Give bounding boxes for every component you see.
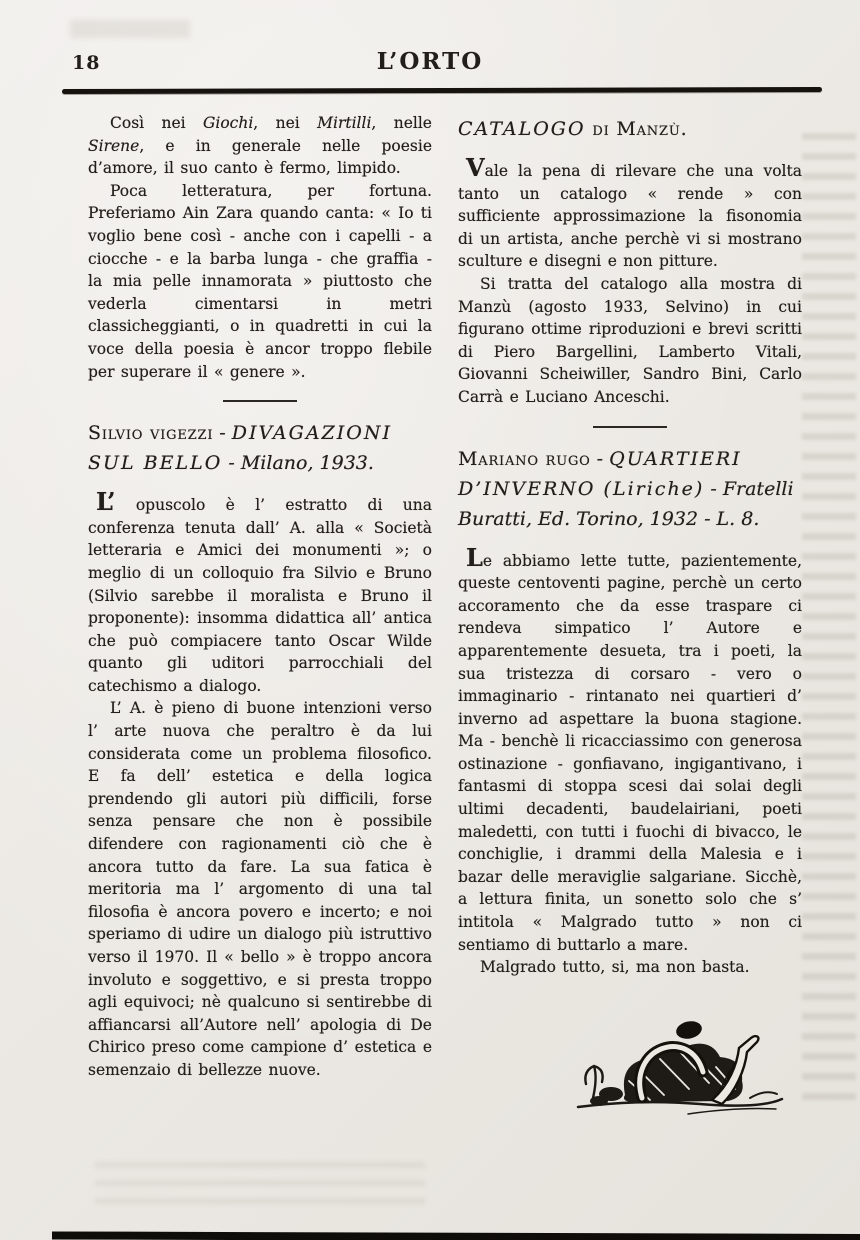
paragraph: Così nei Giochi, nei Mirtilli, nelle Sirene, e in generale nelle poesie d’amore, il suo canto è fermo, limpido. (88, 114, 432, 178)
lead-capital: L (466, 542, 483, 572)
lead-capital: V (466, 153, 485, 182)
left-column (88, 112, 432, 1128)
section-divider (593, 426, 667, 428)
scan-bottom-edge (52, 1231, 860, 1240)
paragraph: Poca letteratura, per fortuna. Preferiamo Ain Zara quando canta: « Io ti voglio bene così - anche con i capelli - a ciocche - e la barba lunga - che graffia - la mia pelle innamorata » piuttosto che vederla cimentarsi in metri classicheggianti, o in quadretti in cui la voce della poesia è ancor troppo flebile per superare il « genere ». (88, 181, 432, 381)
paragraph: Vale la pena di rilevare che una volta tanto un catalogo « rende » con sufficiente approssimazione la fisonomia di un artista, anche perchè vi si mostrano sculture e disegni e non pitture. (458, 153, 802, 271)
two-column-layout (88, 112, 802, 1128)
paragraph: Si tratta del catalogo alla mostra di Manzù (agosto 1933, Selvino) in cui figurano ottime riproduzioni e brevi scritti di Piero Bargellini, Lamberto Vitali, Giovanni Scheiwiller, Sandro Bini, Carlo Carrà e Luciano Anceschi. (458, 274, 802, 406)
garden-vignette-illustration (570, 1009, 790, 1128)
bleed-through-artifact (70, 20, 190, 38)
bleed-through-artifact (802, 120, 856, 1110)
section-divider (223, 400, 297, 402)
paragraph: Le abbiamo lette tutte, pazientemente, queste centoventi pagine, perchè un certo accoramento che da esse traspare ci rendeva simpatico l’ Autore e apparentemente desueta, tra i poeti, la sua tristezza di corsaro - vero o immaginario - rintanato nei quartieri d’ inverno ad aspettare la buona stagione. Ma - benchè li ricacciassimo con generosa ostinazione - gonfiavano, ingigantivano, i fantasmi di stoppa scesi dai solai degli ultimi decadenti, baudelairiani, poeti maledetti, con tutti i fuochi di bivacco, le conchiglie, i drammi della Malesia e i bazar delle meraviglie salgariane. Sicchè, a lettura finita, un sonetto solo che s’ intitola « Malgrado tutto » non ci sentiamo di buttarlo a mare. (458, 542, 802, 954)
lead-capital: L’ (96, 487, 116, 517)
bleed-through-artifact (95, 1150, 425, 1210)
watering-can-sickle-icon (570, 1009, 790, 1124)
review-heading-catalogo: CATALOGO di Manzù. (458, 118, 688, 140)
review-heading-rugo: Mariano rugo - QUARTIERI D’INVERNO (Liriche) - Fratelli Buratti, Ed. Torino, 1932 - L. 8. (458, 447, 794, 530)
review-heading-vigezzi: Silvio vigezzi - DIVAGAZIONI SUL BELLO - Milano, 1933. (88, 422, 392, 475)
header-rule (62, 87, 822, 94)
paragraph: Malgrado tutto, si, ma non basta. (480, 958, 750, 977)
paragraph: L’ opuscolo è l’ estratto di una conferenza tenuta dall’ A. alla « Società letteraria e Amici dei monumenti »; o meglio di un colloquio fra Silvio e Bruno (Silvio sarebbe il moralista e Bruno il proponente): insomma didattica all’ antica che può compiacere tanto Oscar Wilde quanto gli uditori parrocchiali del catechismo a dialogo. (88, 487, 432, 695)
page-number: 18 (72, 52, 101, 74)
masthead-title: L’ORTO (376, 48, 484, 75)
right-column (458, 112, 802, 1128)
paragraph: L’ A. è pieno di buone intenzioni verso l’ arte nuova che peraltro è da lui considerata come un problema filosofico. E fa dell’ estetica e della logica prendendo gli autori più difficili, forse senza pensare che non è possibile difendere con ragionamenti ciò che è ancora tutto da fare. La sua fatica è meritoria ma l’ argomento di una tal filosofia è ancora povero e incerto; e noi speriamo di udire un dialogo più istruttivo verso il 1970. Il « bello » è troppo ancora involuto e soggettivo, e si presta troppo agli equivoci; nè qualcuno si sentirebbe di affiancarsi all’Autore nell’ apologia di De Chirico preso come campione d’ estetica e semenzaio di bellezze nuove. (88, 699, 432, 1079)
